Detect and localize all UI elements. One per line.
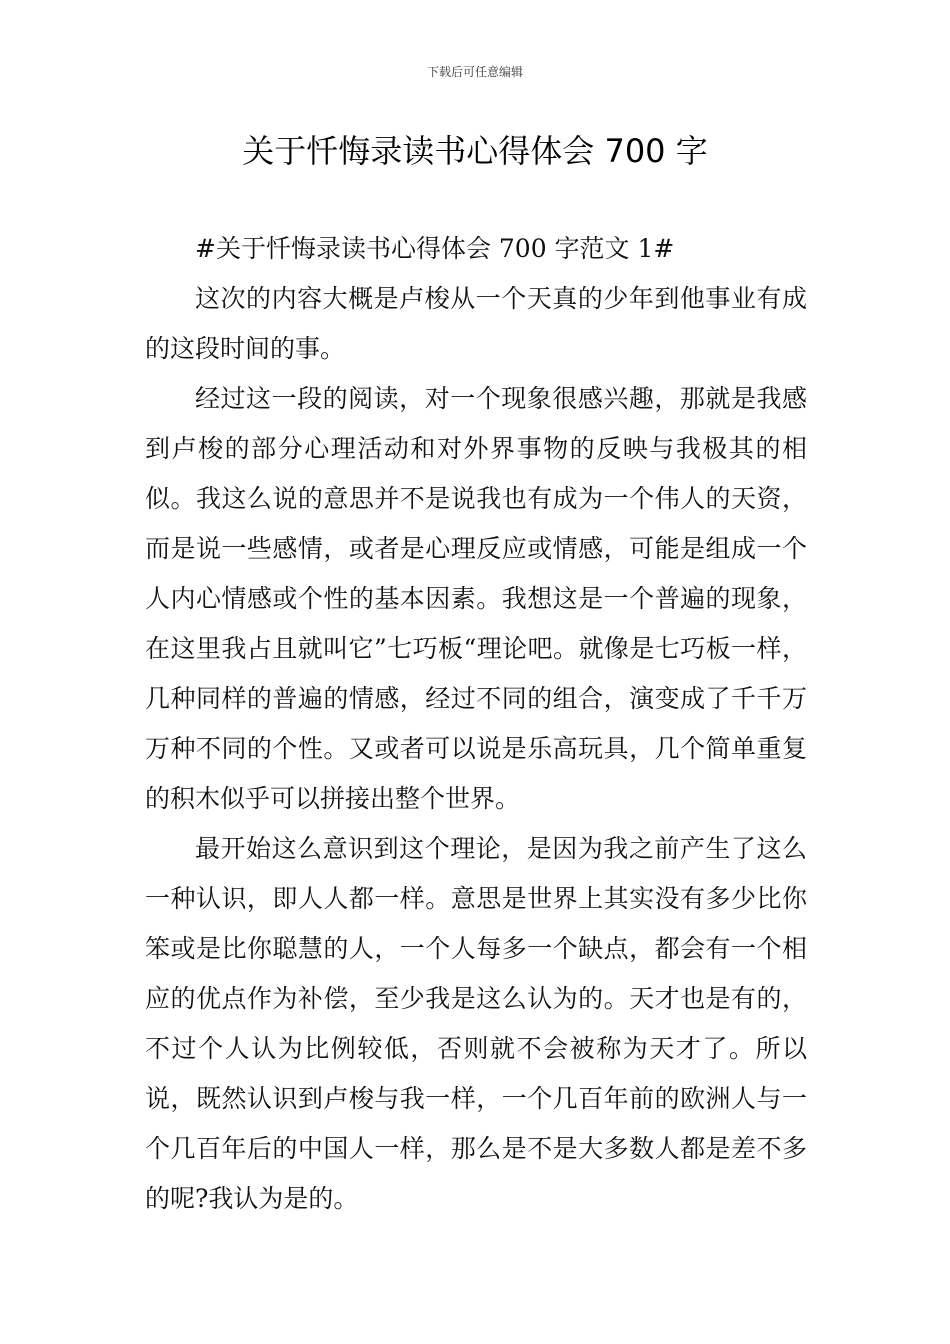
page-title: 关于忏悔录读书心得体会 700 字 — [242, 132, 708, 170]
paragraph: 经过这一段的阅读，对一个现象很感兴趣，那就是我感到卢梭的部分心理活动和对外界事物的反映与我极其的相似。我这么说的意思并不是说我也有成为一个伟人的天资，而是说一些感情，或者是心理反应或情感，可能是组成一个人内心情感或个性的基本因素。我想这是一个普遍的现象，在这里我占且就叫它”七巧板“理论吧。就像是七巧板一样，几种同样的普遍的情感，经过不同的组合，演变成了千千万万种不同的个性。又或者可以说是乐高玩具，几个简单重复的积木似乎可以拼接出整个世界。 — [145, 384, 807, 813]
paragraph: 这次的内容大概是卢梭从一个天真的少年到他事业有成的这段时间的事。 — [145, 284, 807, 363]
paragraph: 最开始这么意识到这个理论，是因为我之前产生了这么一种认识，即人人都一样。意思是世界上其实没有多少比你笨或是比你聪慧的人，一个人每多一个缺点，都会有一个相应的优点作为补偿，至少我是这么认为的。天才也是有的，不过个人认为比例较低，否则就不会被称为天才了。所以说，既然认识到卢梭与我一样，一个几百年前的欧洲人与一个几百年后的中国人一样，那么是不是大多数人都是差不多的呢?我认为是的。 — [145, 834, 807, 1213]
header-note: 下载后可任意编辑 — [426, 65, 523, 79]
section-heading: #关于忏悔录读书心得体会 700 字范文 1# — [195, 234, 675, 263]
document-body — [145, 224, 807, 1224]
